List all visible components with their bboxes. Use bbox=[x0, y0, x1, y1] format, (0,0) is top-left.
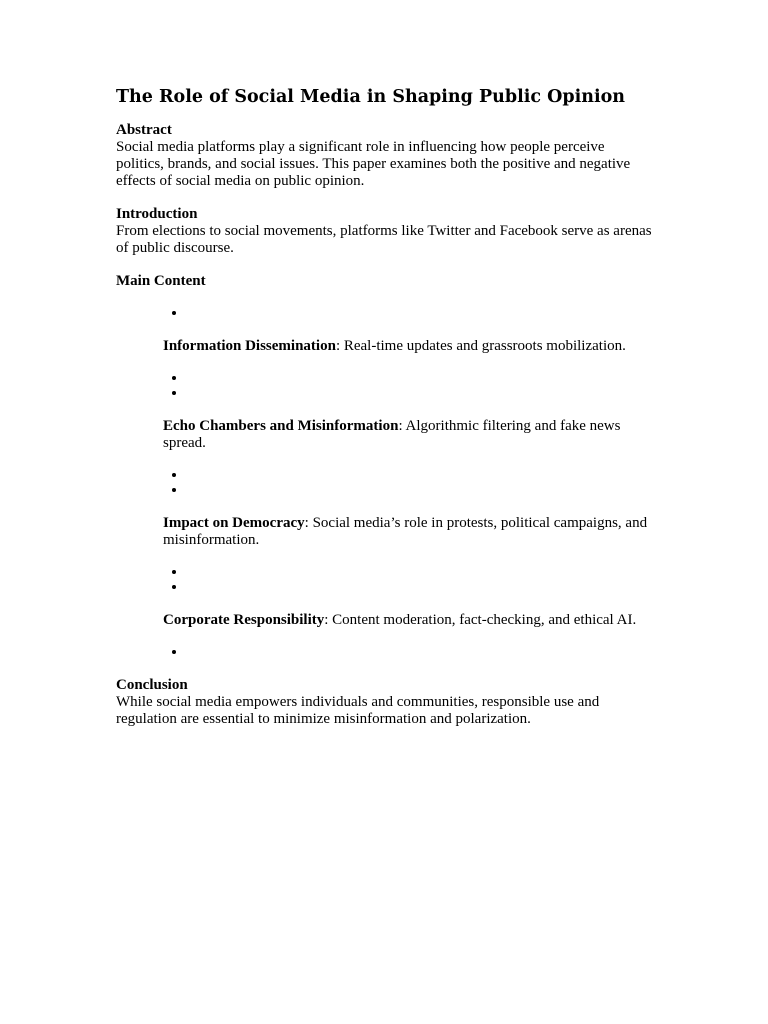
empty-bullet-list bbox=[116, 565, 656, 595]
list-bullet bbox=[187, 386, 656, 401]
topic-term: Information Dissemination bbox=[163, 338, 336, 354]
topic-description: Algorithmic filtering and fake news spread. bbox=[163, 418, 621, 451]
empty-bullet-list bbox=[116, 371, 656, 401]
abstract-text: Social media platforms play a significant role in influencing how people perceive politics, brands, and social issues. This paper examines both the positive and negative effects of social media on public opinion. bbox=[116, 139, 631, 189]
list-bullet bbox=[187, 565, 656, 580]
list-bullet bbox=[187, 580, 656, 595]
topic-term: Impact on Democracy bbox=[163, 515, 305, 531]
topic-term: Corporate Responsibility bbox=[163, 612, 325, 628]
topic-separator: : bbox=[304, 515, 309, 531]
document-page bbox=[116, 86, 656, 744]
conclusion-text: While social media empowers individuals and communities, responsible use and regulation are essential to minimize misinformation and polarization. bbox=[116, 694, 600, 727]
topic-separator: : bbox=[335, 338, 341, 354]
introduction-heading: Introduction bbox=[116, 206, 198, 222]
list-bullet bbox=[187, 483, 656, 498]
topic-separator: : bbox=[398, 418, 403, 434]
topic-term: Echo Chambers and Misinformation bbox=[163, 418, 399, 434]
abstract-heading: Abstract bbox=[116, 122, 172, 138]
conclusion-heading: Conclusion bbox=[116, 677, 188, 693]
list-bullet bbox=[187, 371, 656, 386]
list-bullet bbox=[187, 645, 656, 660]
main-content-heading: Main Content bbox=[116, 273, 206, 289]
topic-corporate-responsibility bbox=[163, 612, 656, 629]
empty-bullet-list bbox=[116, 645, 656, 660]
list-bullet bbox=[187, 306, 656, 321]
topic-separator: : bbox=[324, 612, 329, 628]
empty-bullet-list bbox=[116, 468, 656, 498]
topic-description: Real-time updates and grassroots mobilization. bbox=[340, 338, 626, 354]
topic-information-dissemination bbox=[163, 338, 656, 355]
topic-echo-chambers bbox=[163, 418, 656, 452]
topic-description: Content moderation, fact-checking, and ethical AI. bbox=[328, 612, 637, 628]
empty-bullet-list bbox=[116, 306, 656, 321]
topic-description: Social media’s role in protests, political campaigns, and misinformation. bbox=[163, 515, 648, 548]
page-title: The Role of Social Media in Shaping Public Opinion bbox=[116, 87, 626, 107]
introduction-text: From elections to social movements, platforms like Twitter and Facebook serve as arenas of public discourse. bbox=[116, 223, 652, 256]
list-bullet bbox=[187, 468, 656, 483]
topic-impact-on-democracy bbox=[163, 515, 656, 549]
